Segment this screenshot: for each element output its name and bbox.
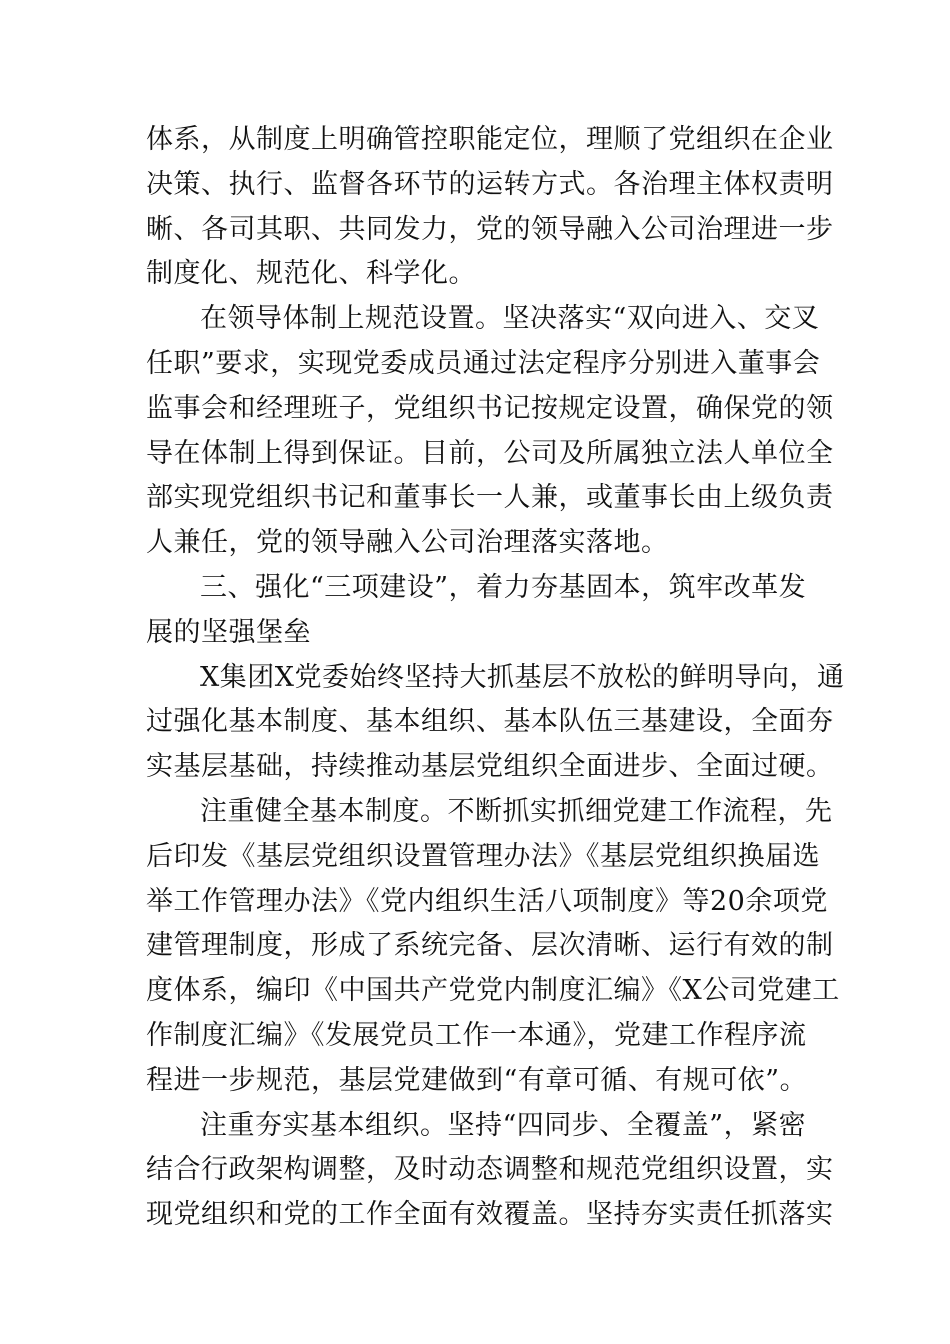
text-line: 过强化基本制度、基本组织、基本队伍三基建设，全面夯 <box>146 706 834 738</box>
text-line: 展的坚强堡垒 <box>146 616 311 648</box>
text-line: 实基层基础，持续推动基层党组织全面进步、全面过硬。 <box>146 751 834 783</box>
text-line: X集团X党委始终坚持大抓基层不放松的鲜明导向，通 <box>200 661 845 693</box>
text-line: 制度化、规范化、科学化。 <box>146 258 476 290</box>
text-line: 注重健全基本制度。不断抓实抓细党建工作流程，先 <box>200 795 833 827</box>
text-line: 部实现党组织书记和董事长一人兼，或董事长由上级负责 <box>146 482 834 514</box>
text-line: 体系，从制度上明确管控职能定位，理顺了党组织在企业 <box>146 124 834 155</box>
text-line: 监事会和经理班子，党组织书记按规定设置，确保党的领 <box>146 392 834 424</box>
text-line: 现党组织和党的工作全面有效覆盖。坚持夯实责任抓落实 <box>146 1199 834 1231</box>
text-line: 建管理制度，形成了系统完备、层次清晰、运行有效的制 <box>146 930 834 962</box>
text-line: 程进一步规范，基层党建做到“有章可循、有规可依”。 <box>146 1064 808 1096</box>
text-line: 三、强化“三项建设”，着力夯基固本，筑牢改革发 <box>200 571 807 603</box>
text-line: 后印发《基层党组织设置管理办法》《基层党组织换届选 <box>146 840 820 872</box>
text-line: 决策、执行、监督各环节的运转方式。各治理主体权责明 <box>146 168 834 200</box>
text-line: 注重夯实基本组织。坚持“四同步、全覆盖”，紧密 <box>200 1109 807 1141</box>
text-line: 人兼任，党的领导融入公司治理落实落地。 <box>146 527 669 559</box>
text-line: 导在体制上得到保证。目前，公司及所属独立法人单位全 <box>146 437 834 469</box>
text-line: 任职”要求，实现党委成员通过法定程序分别进入董事会 <box>146 347 821 379</box>
document-body <box>146 118 845 1238</box>
text-line: 结合行政架构调整，及时动态调整和规范党组织设置，实 <box>146 1154 834 1186</box>
text-line: 作制度汇编》《发展党员工作一本通》，党建工作程序流 <box>146 1019 807 1051</box>
text-line: 在领导体制上规范设置。坚决落实“双向进入、交叉 <box>200 303 820 335</box>
text-line: 举工作管理办法》《党内组织生活八项制度》等20余项党 <box>146 885 828 917</box>
text-line: 度体系，编印《中国共产党党内制度汇编》《X公司党建工 <box>146 975 840 1007</box>
text-line: 晰、各司其职、共同发力，党的领导融入公司治理进一步 <box>146 213 834 245</box>
